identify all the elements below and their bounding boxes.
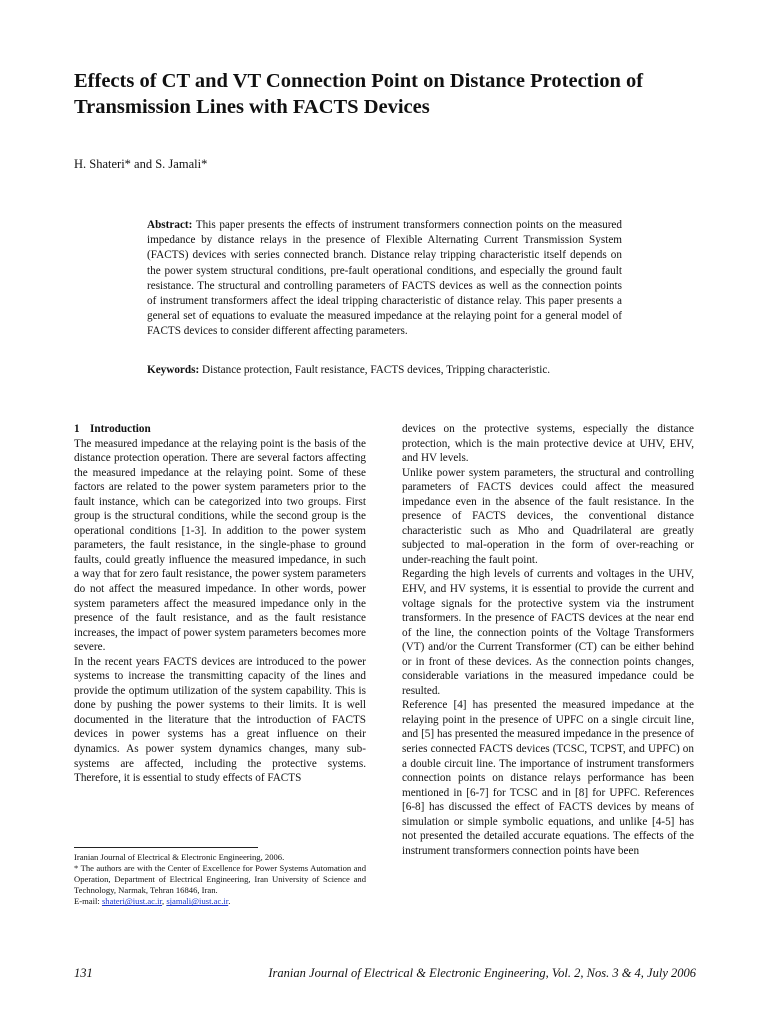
section-heading <box>74 422 366 437</box>
journal-reference: Iranian Journal of Electrical & Electronic Engineering, Vol. 2, Nos. 3 & 4, July 2006 <box>268 966 696 980</box>
keywords-label: Keywords: <box>147 364 200 376</box>
paragraph: In the recent years FACTS devices are introduced to the power systems to increase the transmitting capacity of the lines and provide the optimum utilization of the system capability. This is done by pushing the power systems to their limits. It is well documented in the literature that the introduction of FACTS devices in power systems has a great influence on their dynamics. As power system dynamics changes, many sub-systems are affected, including the protective systems. Therefore, it is essential to study effects of FACTS <box>74 655 366 785</box>
footnote-email <box>74 896 366 907</box>
abstract <box>147 218 622 340</box>
section-number: 1 <box>74 423 80 435</box>
abstract-text: This paper presents the effects of instrument transformers connection points on the measured impedance by distance relays in the presence of Flexible Alternating Current Transmission System (FACTS) devices with series connected branch. Distance relay tripping characteristic itself depends on the power system structural conditions, pre-fault operational conditions, and especially the ground fault resistance. The structural and controlling parameters of FACTS devices as well as the connection points of instrument transformers affect the ideal tripping characteristic of distance relay. This paper presents a general set of equations to evaluate the measured impedance at the relaying point for a general model of FACTS devices to consider different affecting parameters. <box>147 219 622 338</box>
left-column <box>74 422 366 786</box>
keywords <box>147 363 622 378</box>
paper-title: Effects of CT and VT Connection Point on Distance Protection of Transmission Lines with FACTS Devices <box>74 70 644 118</box>
email-link-shateri[interactable]: shateri@iust.ac.ir <box>101 896 163 907</box>
email-link-jamali[interactable]: sjamali@iust.ac.ir <box>166 896 229 907</box>
paragraph: Unlike power system parameters, the structural and controlling parameters of FACTS devices could affect the measured impedance even in the absence of the fault resistance. In the presence of FACTS devices, the conventional distance characteristic such as Mho and Quadrilateral are greatly subjected to mal-operation in the form of over-reaching or under-reaching the fault point. <box>402 466 694 566</box>
paragraph: The measured impedance at the relaying point is the basis of the distance protection operation. There are several factors affecting the measured impedance at the relaying point. Some of these factors are related to the power system parameters prior to the fault instance, which can be categorized into two groups. First group is the structural conditions, while the second group is the operational conditions [1-3]. In addition to the power system parameters, the fault resistance, in the single-phase to ground faults, could greatly influence the measured impedance, in such a way that for zero fault resistance, the power system parameters do not affect the measured impedance. In other words, power system parameters affect the measured impedance only in the presence of the fault resistance, and as the fault resistance increases, the impact of power system parameters becomes more severe. <box>74 437 366 654</box>
page-number: 131 <box>74 966 93 980</box>
footnote-divider <box>74 847 258 848</box>
keywords-text: Distance protection, Fault resistance, FACTS devices, Tripping characteristic. <box>202 364 551 376</box>
section-title: Introduction <box>90 423 151 435</box>
paragraph: devices on the protective systems, especially the distance protection, which is the main protective device at UHV, EHV, and HV levels. <box>402 423 694 465</box>
paragraph: Regarding the high levels of currents and voltages in the UHV, EHV, and HV systems, it is essential to provide the current and voltage signals for the protective system via the instrument transformers. In the presence of FACTS devices at the near end of the line, the connection points of the Voltage Transformers (VT) and/or the Current Transformer (CT) can be either behind or in front of these devices. As the connection points changes, considerable variations in the measured impedance could be resulted. <box>402 568 694 697</box>
email-end: . <box>228 896 231 907</box>
abstract-label: Abstract: <box>147 219 193 231</box>
footnote-journal: Iranian Journal of Electrical & Electronic Engineering, 2006. <box>74 852 285 862</box>
footnote-affiliation: * The authors are with the Center of Excellence for Power Systems Automation and Operation, Department of Electrical Engineering, Iran University of Science and Technology, Narmak, Tehran 16846, Iran. <box>74 863 366 896</box>
right-column <box>402 422 694 858</box>
paragraph: Reference [4] has presented the measured impedance at the relaying point in the presence of UPFC on a single circuit line, and [5] has presented the measured impedance in the presence of series connected FACTS devices (TCSC, TCPST, and UPFC) on a double circuit line. The importance of instrument transformers connection points on distance relays performance has been mentioned in [6-7] for TCSC and in [8] for UPFC. References [6-8] has discussed the effect of FACTS devices by means of simulation or simple symbolic equations, and unlike [4-5] has not presented the detailed accurate equations. The effects of the instrument transformers connection points have been <box>402 699 694 857</box>
email-label: E-mail: <box>74 896 100 907</box>
email-separator: , <box>162 896 165 907</box>
paper-authors: H. Shateri* and S. Jamali* <box>74 157 208 171</box>
footnotes <box>74 852 366 907</box>
